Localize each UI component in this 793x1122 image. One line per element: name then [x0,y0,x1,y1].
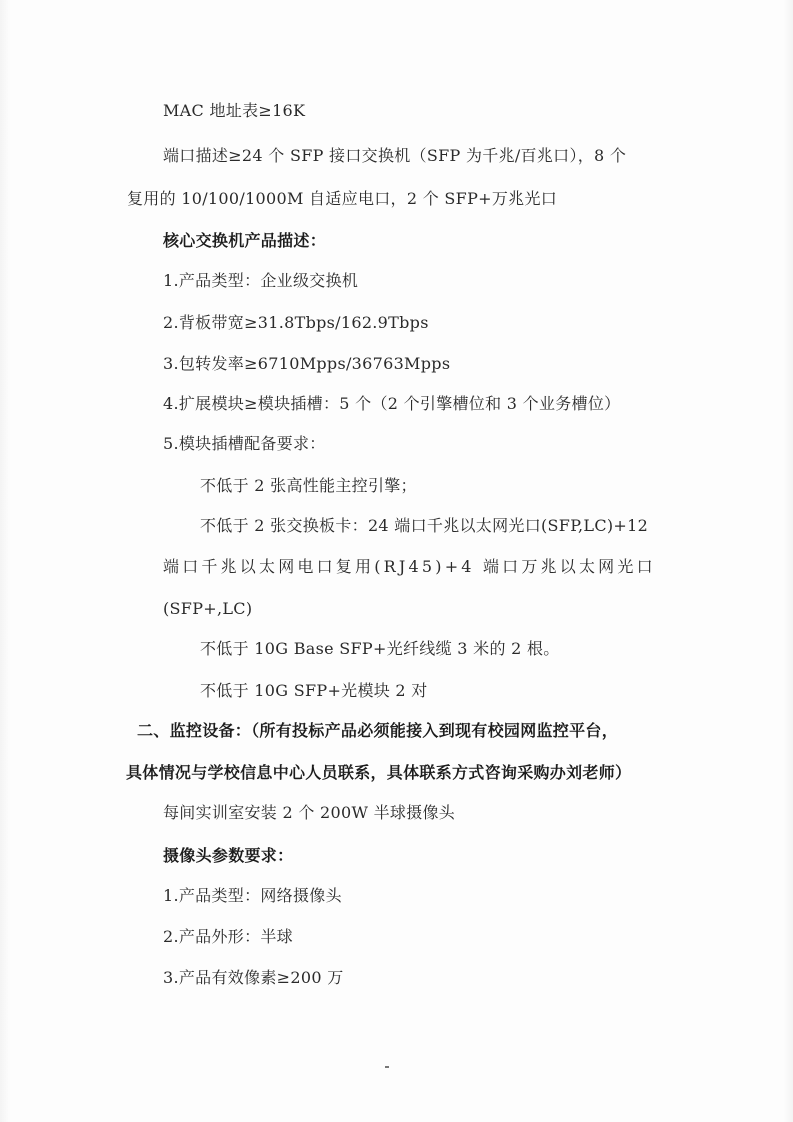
camera-spec-product-type: 1.产品类型：网络摄像头 [163,886,342,905]
requirement-engine: 不低于 2 张高性能主控引擎； [200,476,417,495]
spec-item-forwarding-rate: 3.包转发率≥6710Mpps/36763Mpps [163,354,451,373]
camera-params-heading: 摄像头参数要求： [163,846,294,865]
scan-shadow-right [783,0,793,1122]
requirement-switch-card-line-3: (SFP+,LC) [163,599,253,618]
spec-item-slot-requirements: 5.模块插槽配备要求： [163,434,326,453]
scan-speck [385,1066,389,1068]
spec-item-backplane-bandwidth: 2.背板带宽≥31.8Tbps/162.9Tbps [163,313,429,332]
port-description-line-1: 端口描述≥24 个 SFP 接口交换机（SFP 为千兆/百兆口），8 个 [163,146,627,165]
spec-item-product-type: 1.产品类型：企业级交换机 [163,271,359,290]
camera-installation-note: 每间实训室安装 2 个 200W 半球摄像头 [163,803,456,822]
camera-spec-resolution: 3.产品有效像素≥200 万 [163,968,344,987]
port-description-line-2: 复用的 10/100/1000M 自适应电口，2 个 SFP+万兆光口 [127,189,558,208]
requirement-fiber-cable: 不低于 10G Base SFP+光纤线缆 3 米的 2 根。 [200,639,560,658]
monitoring-section-heading-line-2: 具体情况与学校信息中心人员联系，具体联系方式咨询采购办刘老师） [126,763,632,782]
requirement-optical-module: 不低于 10G SFP+光模块 2 对 [200,681,428,700]
monitoring-section-heading-line-1: 二、监控设备：（所有投标产品必须能接入到现有校园网监控平台， [137,721,619,740]
scan-shadow-left [0,0,10,1122]
camera-spec-form-factor: 2.产品外形：半球 [163,927,293,946]
mac-table-spec: MAC 地址表≥16K [163,101,306,120]
spec-item-expansion-slots: 4.扩展模块≥模块插槽：5 个（2 个引擎槽位和 3 个业务槽位） [163,394,621,413]
requirement-switch-card-line-2: 端口千兆以太网电口复用(RJ45)+4 端口万兆以太网光口 [163,557,656,576]
requirement-switch-card-line-1: 不低于 2 张交换板卡：24 端口千兆以太网光口(SFP,LC)+12 [200,516,649,535]
core-switch-heading: 核心交换机产品描述： [163,231,327,250]
